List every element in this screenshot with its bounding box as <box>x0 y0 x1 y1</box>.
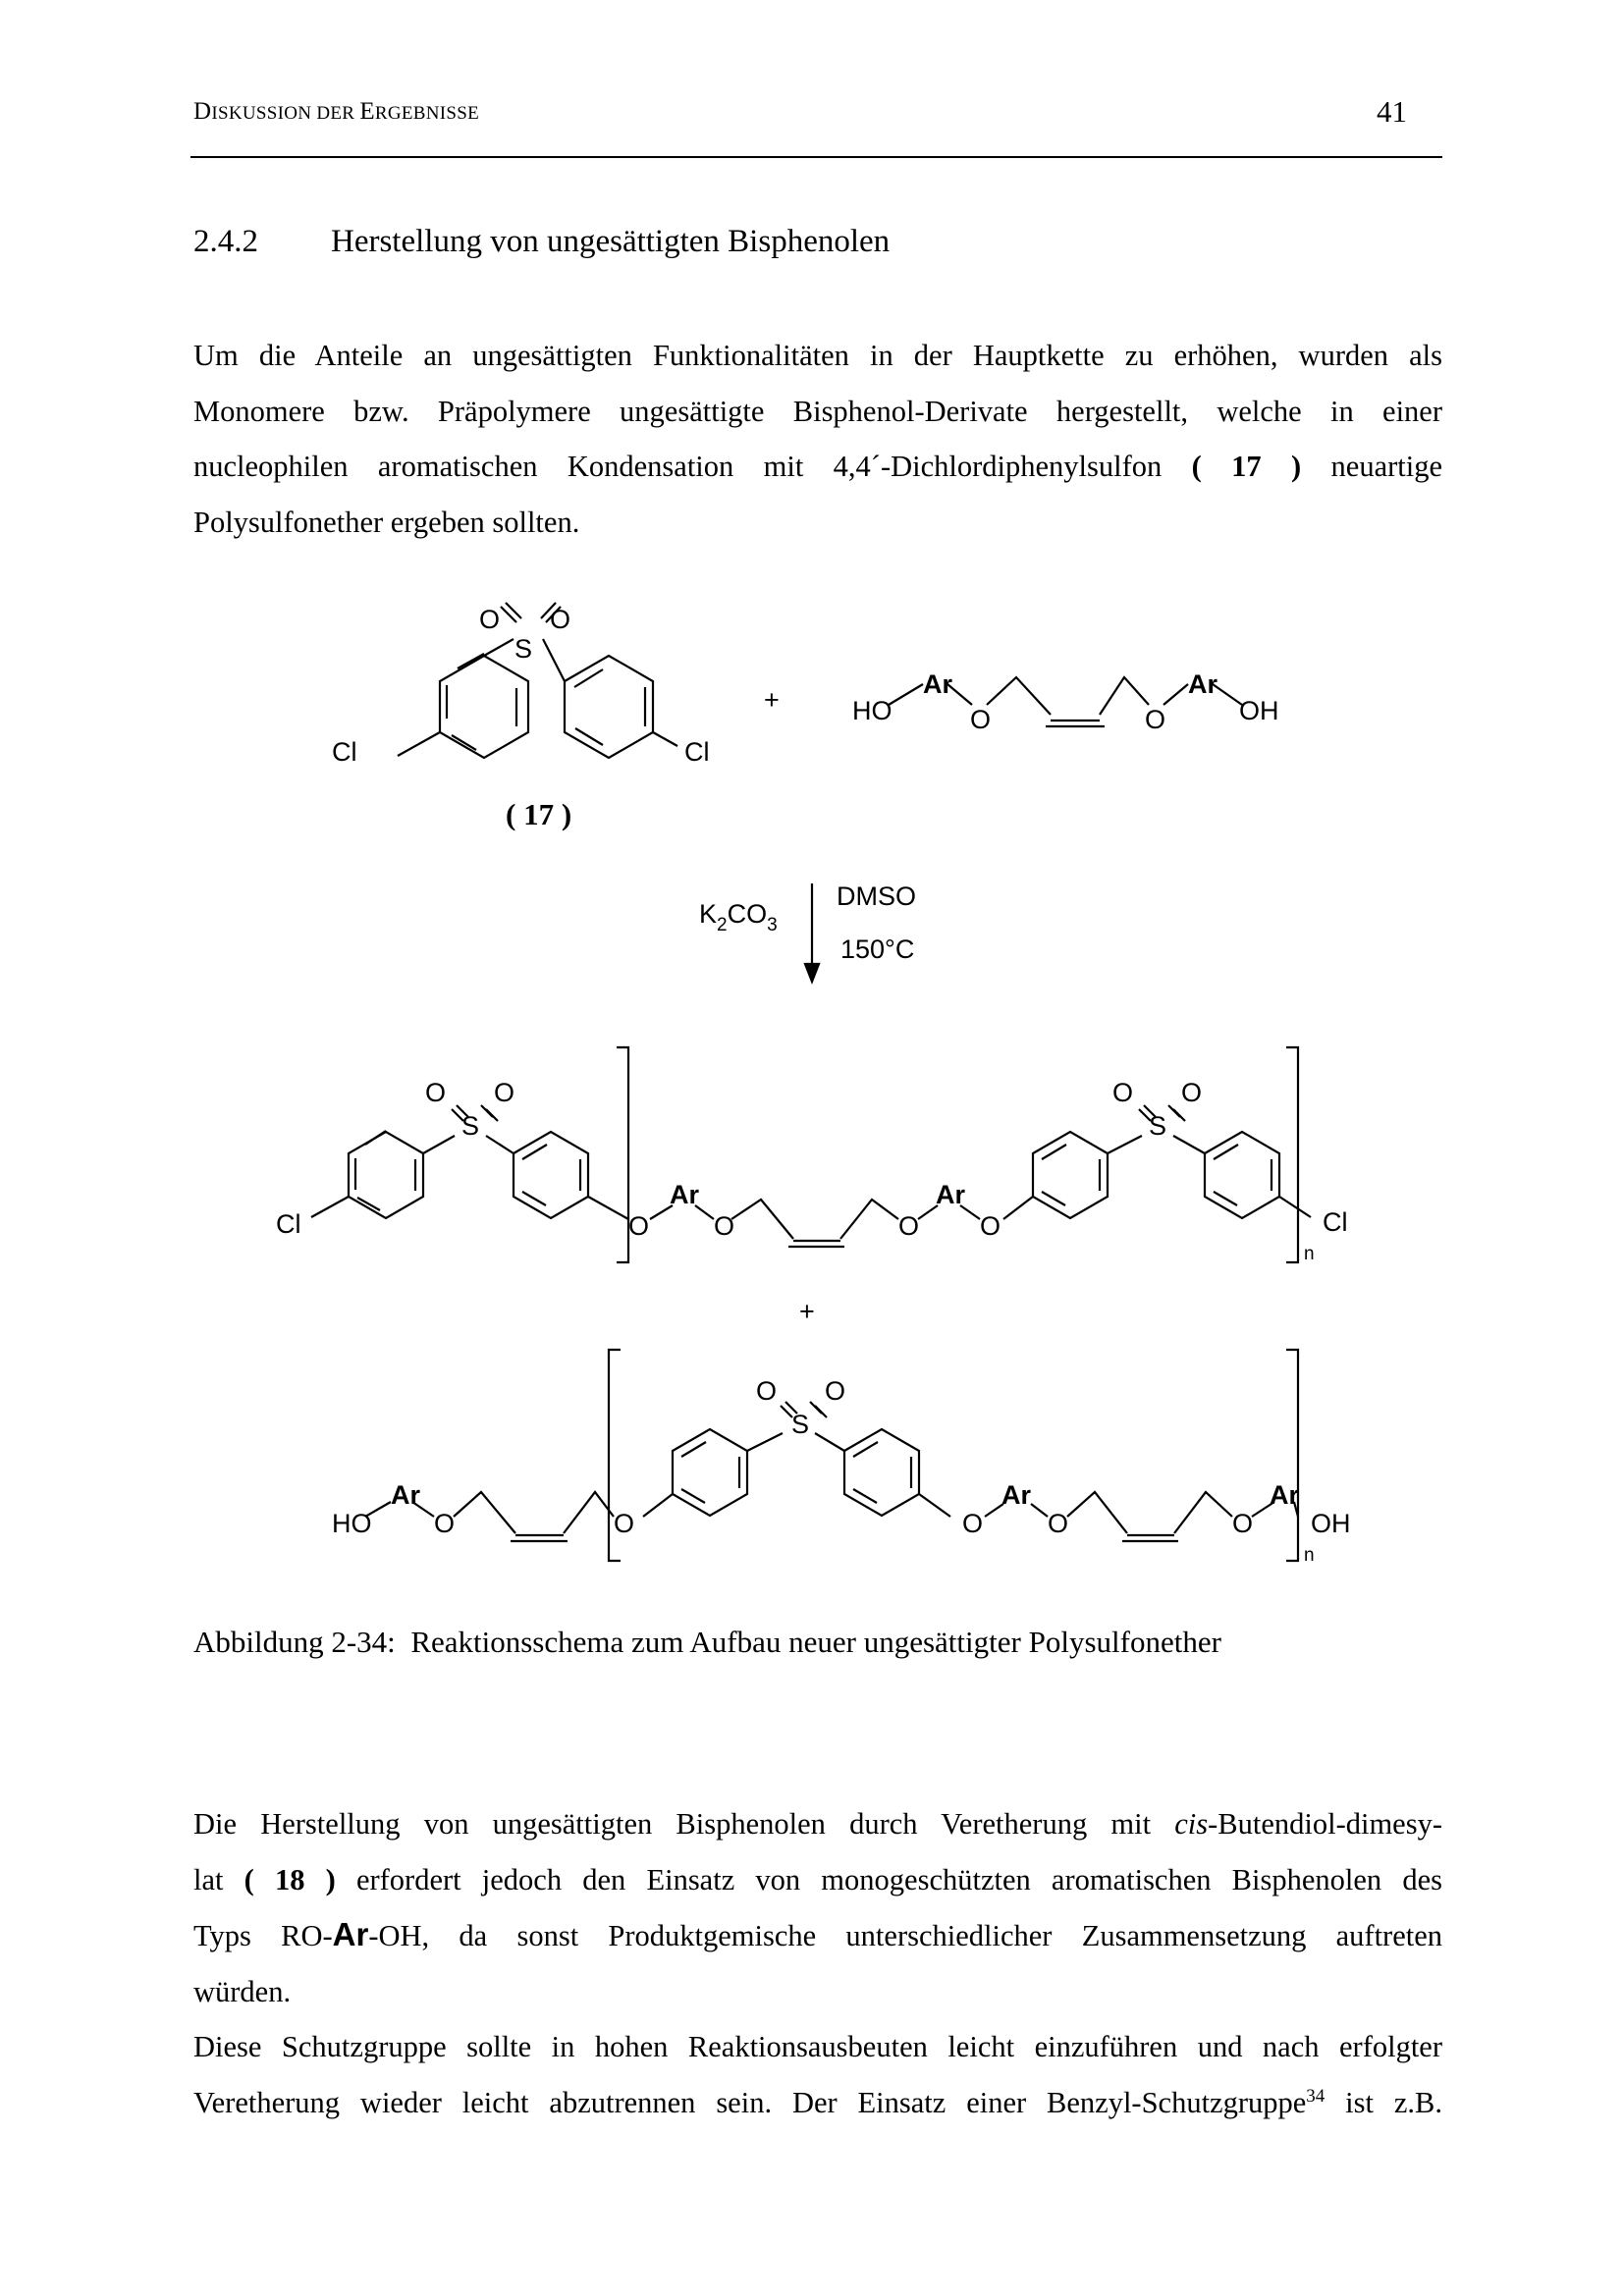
atom-cl: Cl <box>1323 1207 1348 1237</box>
ar-symbol: Ar <box>332 1916 369 1952</box>
page-number: 41 <box>1377 94 1407 129</box>
compound-label-17: ( 17 ) <box>506 797 572 831</box>
footnote-ref: 34 <box>1306 2085 1325 2107</box>
atom-o: O <box>434 1509 456 1538</box>
benzene-ring <box>844 1429 919 1516</box>
atom-o: O <box>1181 1078 1203 1107</box>
atom-ho: HO <box>852 696 893 725</box>
atom-o: O <box>714 1211 735 1241</box>
atom-cl: Cl <box>684 737 710 767</box>
section-number: 2.4.2 <box>193 224 258 259</box>
caption-text: Reaktionsschema zum Aufbau neuer ungesättigter Polysulfonether <box>410 1625 1221 1659</box>
atom-ar: Ar <box>391 1480 421 1510</box>
atom-o: O <box>1112 1078 1134 1107</box>
atom-o: O <box>628 1211 650 1241</box>
caption-label: Abbildung 2-34: <box>193 1625 396 1659</box>
temperature-label: 150°C <box>840 934 915 964</box>
atom-o: O <box>1145 705 1166 734</box>
section-title: Herstellung von ungesättigten Bisphenolen <box>331 224 891 259</box>
atom-ar: Ar <box>1188 669 1218 699</box>
atom-cl: Cl <box>332 737 357 767</box>
paragraph-line: Polysulfonether ergeben sollten. <box>193 505 580 539</box>
atom-o: O <box>479 605 501 634</box>
paragraph-line: würden. <box>193 1974 292 2008</box>
reagent-k2co3: $K_2CO_3$ <box>699 899 778 935</box>
compound-reference: ( 17 ) <box>1191 450 1302 483</box>
atom-o: O <box>980 1211 1001 1241</box>
benzene-ring <box>514 1132 588 1218</box>
atom-o: O <box>825 1376 846 1406</box>
atom-o: O <box>1048 1509 1069 1538</box>
atom-ho: HO <box>332 1509 372 1538</box>
benzene-ring <box>673 1429 747 1516</box>
paragraph-line: nucleophilen aromatischen Kondensation mit 4,4´-Dichlordiphenylsulfon ( 17 ) neuartige <box>193 450 1442 483</box>
benzene-ring <box>1205 1132 1279 1218</box>
atom-o: O <box>962 1509 984 1538</box>
atom-o: O <box>550 605 571 634</box>
scheme-bonds <box>311 603 1311 1561</box>
atom-ar: Ar <box>936 1180 966 1209</box>
plus-sign: + <box>799 1297 815 1326</box>
benzene-ring <box>349 1131 423 1218</box>
body-paragraph <box>193 1796 1442 2130</box>
atom-o: O <box>494 1078 515 1107</box>
atom-ar: Ar <box>1001 1480 1032 1510</box>
compound-reference: ( 18 ) <box>243 1862 336 1896</box>
atom-oh: OH <box>1311 1509 1351 1538</box>
paragraph-line: Die Herstellung von ungesättigten Bisphenolen durch Veretherung mit cis-Butendiol-dimesy- <box>193 1807 1442 1841</box>
atom-o: O <box>1232 1509 1254 1538</box>
atom-cl: Cl <box>276 1209 301 1239</box>
benzene-ring <box>1033 1132 1108 1218</box>
paragraph-line: Um die Anteile an ungesättigten Funktionalitäten in der Hauptkette zu erhöhen, wurden als <box>193 339 1442 372</box>
atom-oh: OH <box>1239 696 1279 725</box>
atom-s: S <box>1149 1111 1167 1141</box>
figure-caption <box>193 1625 1221 1660</box>
atom-s: S <box>514 634 533 664</box>
atom-ar: Ar <box>1270 1480 1300 1510</box>
plus-sign: + <box>764 685 780 715</box>
scheme-atoms <box>276 605 1351 1566</box>
running-header-title: DISKUSSION DER ERGEBNISSE <box>193 98 480 125</box>
paragraph-line: Veretherung wieder leicht abzutrennen sein. Der Einsatz einer Benzyl-Schutzgruppe$^{34}$ ist z.B. <box>193 2085 1443 2119</box>
repeat-unit-n: n <box>1304 1545 1315 1566</box>
atom-s: S <box>791 1410 810 1439</box>
paragraph-line: Diese Schutzgruppe sollte in hohen Reaktionsausbeuten leicht einzuführen und nach erfolgter <box>193 2030 1442 2063</box>
atom-o: O <box>756 1376 778 1406</box>
paragraph-line: Typs RO-Ar-OH, da sonst Produktgemische unterschiedlicher Zusammensetzung auftreten <box>193 1916 1443 1952</box>
atom-o: O <box>425 1078 447 1107</box>
benzene-ring <box>565 656 653 758</box>
atom-o: O <box>614 1509 635 1538</box>
solvent-label: DMSO <box>837 881 916 911</box>
atom-s: S <box>461 1111 480 1141</box>
atom-o: O <box>898 1211 920 1241</box>
atom-o: O <box>970 705 992 734</box>
atom-ar: Ar <box>670 1180 700 1209</box>
repeat-unit-n: n <box>1304 1244 1315 1264</box>
paragraph-line: lat ( 18 ) erfordert jedoch den Einsatz von monogeschützten aromatischen Bisphenolen des <box>193 1862 1442 1896</box>
benzene-ring <box>440 654 528 758</box>
paragraph-line: Monomere bzw. Präpolymere ungesättigte Bisphenol-Derivate hergestellt, welche in einer <box>193 394 1442 428</box>
atom-ar: Ar <box>923 669 953 699</box>
